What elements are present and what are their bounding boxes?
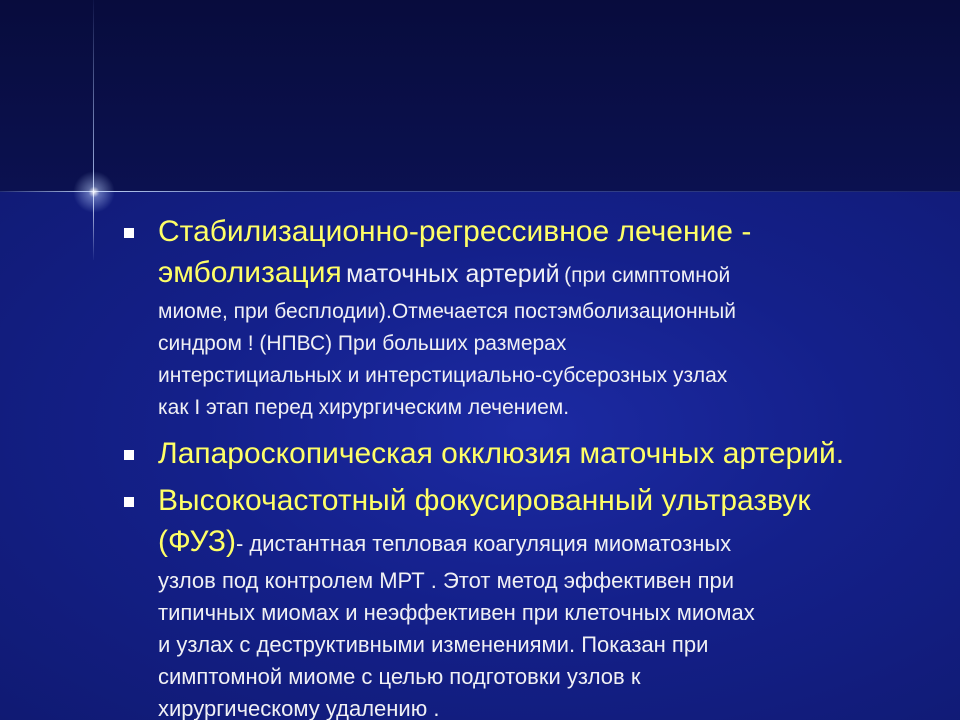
bullet-item-hifu <box>120 483 920 720</box>
bullet-body-line: синдром ! (НПВС) При больших размерах <box>158 332 567 355</box>
bullet-item-embolization <box>120 214 920 424</box>
bullet-body-line: типичных миомах и неэффективен при клеточных миомах <box>158 600 755 625</box>
bullet-item-laparoscopic <box>120 436 920 477</box>
bullet-square-icon <box>124 497 134 507</box>
bullet-note: (при симптомной <box>564 264 731 287</box>
bullet-title: Стабилизационно-регрессивное лечение - <box>158 215 752 248</box>
bullet-title: Высокочастотный фокусированный ультразвук <box>158 484 811 517</box>
bullet-body-line: симптомной миоме с целью подготовки узлов к <box>158 664 641 689</box>
bullet-body-line: миоме, при бесплодии).Отмечается постэмболизационный <box>158 300 736 323</box>
bullet-body-line: как I этап перед хирургическим лечением. <box>158 396 570 419</box>
star-sparkle-icon <box>69 168 119 216</box>
bullet-body-line: интерстициальных и интерстициально-субсерозных узлах <box>158 364 728 387</box>
bullet-square-icon <box>124 450 134 460</box>
bullet-title-emphasis: (ФУЗ) <box>158 525 236 558</box>
bullet-title-emphasis: эмболизация <box>158 256 342 289</box>
bullet-subtitle: маточных артерий <box>346 260 560 288</box>
bullet-title: Лапароскопическая окклюзия маточных артерий. <box>158 437 845 470</box>
bullet-square-icon <box>124 228 134 238</box>
horizontal-light-line <box>0 191 960 192</box>
bullet-list <box>120 214 920 720</box>
top-band <box>0 0 960 192</box>
bullet-body-line: и узлах с деструктивными изменениями. Показан при <box>158 632 709 657</box>
bullet-subtitle: - дистантная тепловая коагуляция миоматозных <box>235 531 732 556</box>
bullet-body-line: узлов под контролем МРТ . Этот метод эффективен при <box>158 568 735 593</box>
vertical-light-line <box>93 0 94 260</box>
bullet-body-line: хирургическому удалению . <box>158 696 440 720</box>
